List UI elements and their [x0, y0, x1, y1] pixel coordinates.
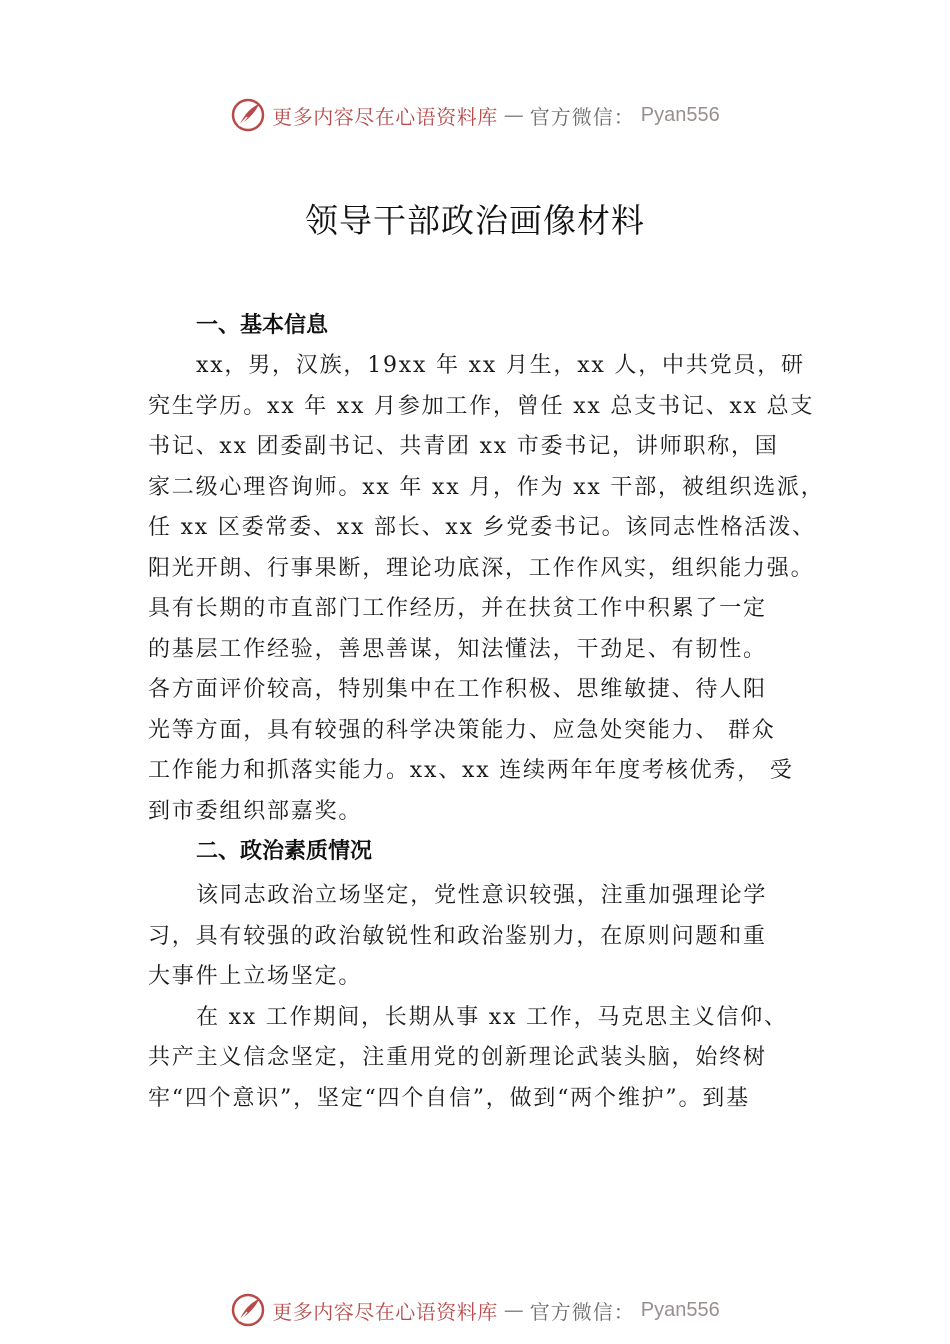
paragraph-line: 阳光开朗、行事果断，理论功底深，工作作风实，组织能力强。	[148, 555, 815, 581]
paragraph-line: 工作能力和抓落实能力。xx、xx 连续两年年度考核优秀， 受	[148, 758, 794, 783]
watermark-site-text: 更多内容尽在心语资料库	[272, 1299, 498, 1324]
watermark-banner-top	[0, 95, 950, 135]
watermark-site-text: 更多内容尽在心语资料库	[272, 104, 498, 129]
paragraph-line: 在 xx 工作期间，长期从事 xx 工作，马克思主义信仰、	[196, 1004, 788, 1030]
paragraph-line: 书记、xx 团委副书记、共青团 xx 市委书记，讲师职称，国	[148, 434, 779, 459]
section-heading-basic-info: 一、基本信息	[196, 313, 329, 338]
watermark-wechat-label: 官方微信：	[529, 104, 635, 129]
watermark-wechat-label: 官方微信：	[529, 1299, 635, 1324]
paragraph-line: xx，男，汉族，19xx 年 xx 月生，xx 人，中共党员，研	[196, 353, 805, 378]
watermark-wechat-id: Pyan556	[640, 103, 720, 126]
section1-paragraph	[148, 346, 828, 832]
document-body	[148, 306, 828, 1119]
paragraph-line: 各方面评价较高，特别集中在工作积极、思维敏捷、待人阳	[148, 677, 767, 702]
paragraph-line: 该同志政治立场坚定，党性意识较强，注重加强理论学	[196, 883, 768, 908]
section2-paragraph-1	[148, 876, 828, 998]
watermark-banner-bottom	[0, 1290, 950, 1330]
paragraph-line: 具有长期的市直部门工作经历，并在扶贫工作中积累了一定	[148, 596, 767, 621]
section2-paragraph-2	[148, 998, 828, 1120]
feather-pen-logo-icon	[230, 97, 266, 133]
watermark-dash: —	[503, 1298, 524, 1322]
paragraph-line: 大事件上立场坚定。	[148, 964, 363, 989]
paragraph-line: 到市委组织部嘉奖。	[148, 798, 363, 824]
paragraph-line: 习，具有较强的政治敏锐性和政治鉴别力，在原则问题和重	[148, 923, 767, 949]
paragraph-line: 任 xx 区委常委、xx 部长、xx 乡党委书记。该同志性格活泼、	[148, 515, 816, 540]
paragraph-line: 究生学历。xx 年 xx 月参加工作，曾任 xx 总支书记、xx 总支	[148, 393, 815, 419]
watermark-wechat-id: Pyan556	[640, 1298, 720, 1321]
watermark-dash: —	[503, 103, 524, 127]
feather-pen-logo-icon	[230, 1292, 266, 1328]
paragraph-line: 的基层工作经验，善思善谋，知法懂法，干劲足、有韧性。	[148, 636, 767, 662]
document-title: 领导干部政治画像材料	[305, 201, 645, 240]
paragraph-line: 光等方面，具有较强的科学决策能力、应急处突能力、 群众	[148, 717, 776, 743]
section-heading-political-quality: 二、政治素质情况	[196, 839, 373, 864]
paragraph-line: 家二级心理咨询师。xx 年 xx 月，作为 xx 干部，被组织选派，	[148, 474, 825, 500]
paragraph-line: 牢“四个意识”，坚定“四个自信”，做到“两个维护”。到基	[148, 1085, 750, 1111]
paragraph-line: 共产主义信念坚定，注重用党的创新理论武装头脑，始终树	[148, 1045, 767, 1070]
